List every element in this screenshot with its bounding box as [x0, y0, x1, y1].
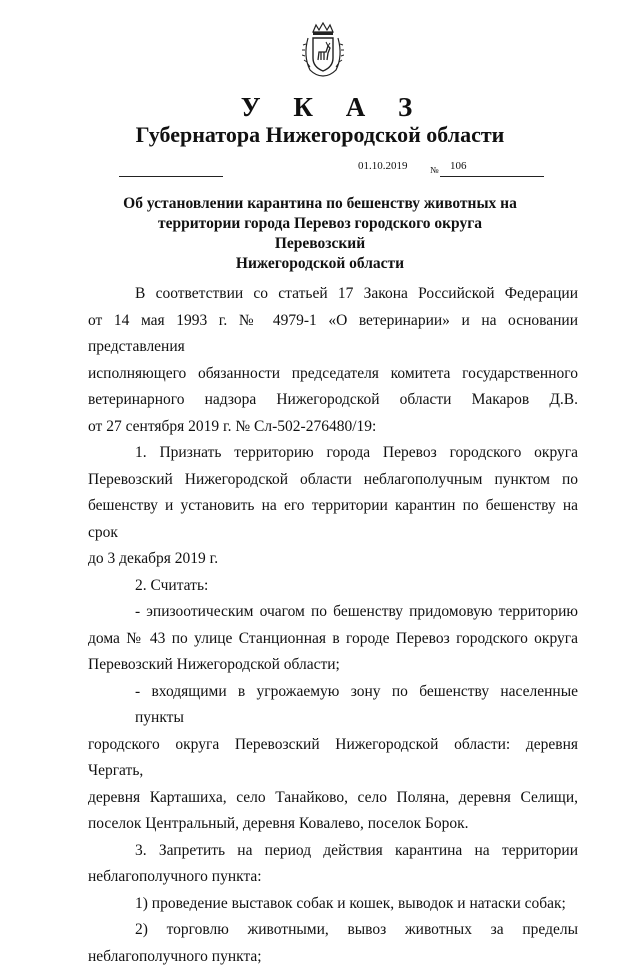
text-line: неблагополучного пункта:: [88, 864, 578, 891]
coat-of-arms-icon: [302, 22, 344, 78]
decree-subject: [120, 194, 520, 274]
text-line: городского округа Перевозский Нижегородской области: деревня Чергать,: [88, 732, 578, 785]
paragraph-subitem-2: [88, 917, 578, 970]
text-line: ветеринарного надзора Нижегородской области Макаров Д.В.: [88, 387, 578, 414]
number-label: №: [430, 165, 439, 175]
paragraph-outbreak-focus: [88, 599, 578, 679]
text-line: поселок Центральный, деревня Ковалево, поселок Борок.: [88, 811, 578, 838]
text-line: от 27 сентября 2019 г. № Сл-502-276480/19:: [88, 414, 578, 441]
text-line: исполняющего обязанности председателя комитета государственного: [88, 361, 578, 388]
text-line: Перевозский Нижегородской области неблагополучным пунктом по: [88, 467, 578, 494]
text-line: бешенству и установить на его территории карантин по бешенству на срок: [88, 493, 578, 546]
text-line: дома № 43 по улице Станционная в городе Перевоз городского округа: [88, 626, 578, 653]
paragraph-item-1: [88, 440, 578, 573]
left-blank-line: [119, 176, 223, 177]
text-line: деревня Карташиха, село Танайково, село Поляна, деревня Селищи,: [88, 785, 578, 812]
text-line: В соответствии со статьей 17 Закона Российской Федерации: [88, 281, 578, 308]
subject-line: Об установлении карантина по бешенству животных на: [120, 194, 520, 214]
text-line: - входящими в угрожаемую зону по бешенству населенные пункты: [88, 679, 578, 732]
paragraph-subitem-1: [88, 891, 578, 918]
text-line: 3. Запретить на период действия карантина на территории: [88, 838, 578, 865]
text-line: 1. Признать территорию города Перевоз городского округа: [88, 440, 578, 467]
paragraph-item-2: [88, 573, 578, 600]
number-line: [440, 176, 544, 177]
paragraph-item-3: [88, 838, 578, 891]
text-line: - эпизоотическим очагом по бешенству придомовую территорию: [88, 599, 578, 626]
decree-body: [88, 281, 578, 970]
subject-line: территории города Перевоз городского округа Перевозский: [120, 214, 520, 254]
text-line: неблагополучного пункта;: [88, 944, 578, 970]
text-line: 2. Считать:: [88, 573, 578, 600]
subject-line: Нижегородской области: [120, 254, 520, 274]
document-type: У К А З: [0, 92, 640, 123]
text-line: от 14 мая 1993 г. № 4979-1 «О ветеринарии» и на основании представления: [88, 308, 578, 361]
text-line: 1) проведение выставок собак и кошек, выводок и натаски собак;: [88, 891, 578, 918]
text-line: 2) торговлю животными, вывоз животных за пределы: [88, 917, 578, 944]
text-line: до 3 декабря 2019 г.: [88, 546, 578, 573]
issuer-title: Губернатора Нижегородской области: [0, 122, 640, 148]
paragraph-threatened-zone: [88, 679, 578, 838]
text-line: Перевозский Нижегородской области;: [88, 652, 578, 679]
decree-date: 01.10.2019: [358, 160, 408, 172]
paragraph-preamble: [88, 281, 578, 440]
decree-number: 106: [450, 160, 467, 172]
